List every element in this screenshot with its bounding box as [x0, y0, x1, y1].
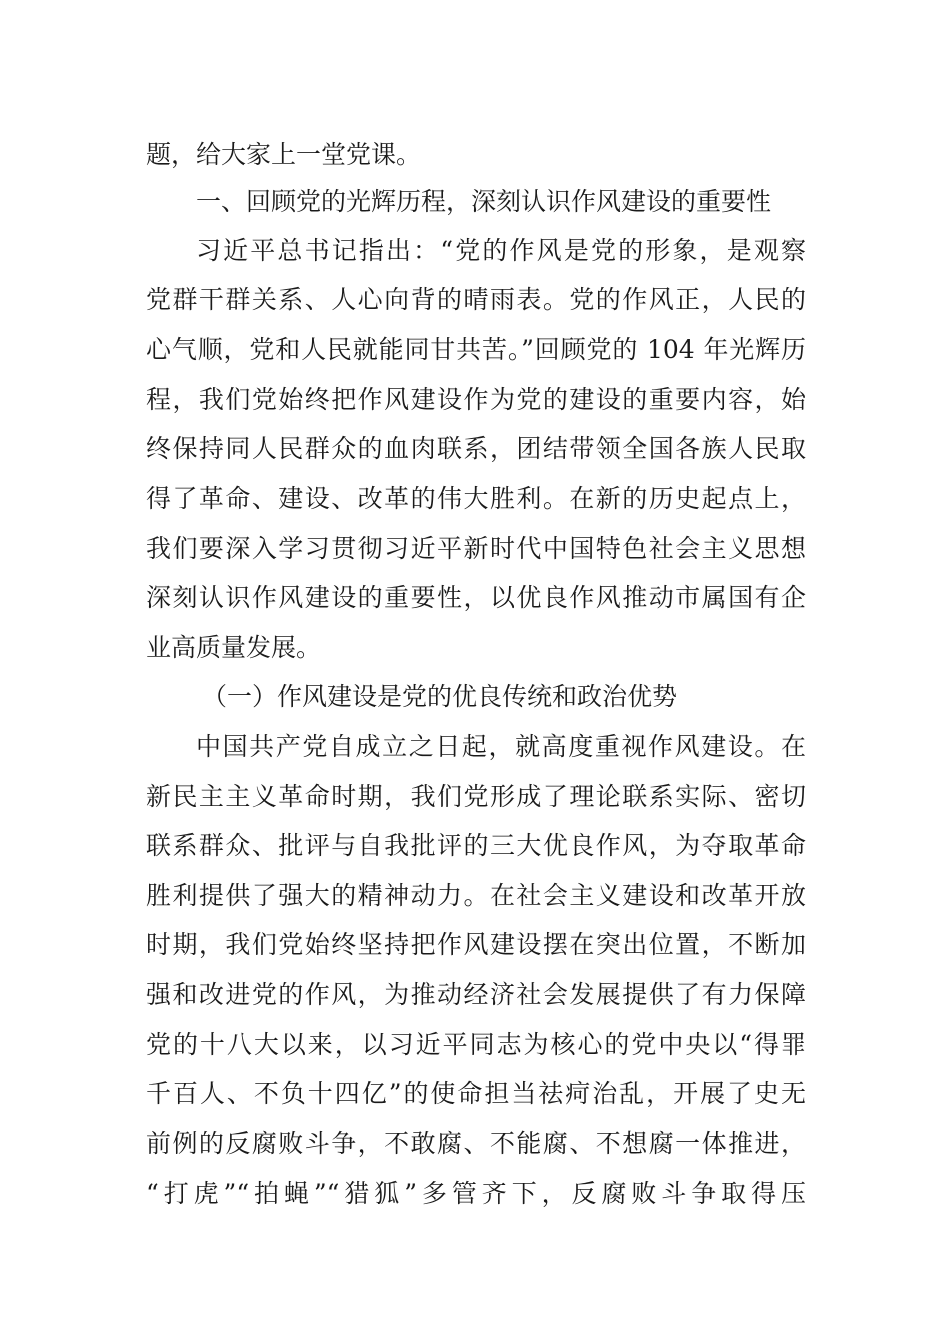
text-line-22: “打虎”“拍蝇”“猎狐”多管齐下，反腐败斗争取得压	[146, 1179, 806, 1208]
text-line-13: 中国共产党自成立之日起，就高度重视作风建设。在	[196, 732, 806, 761]
text-line-15: 联系群众、批评与自我批评的三大优良作风，为夺取革命	[146, 831, 806, 860]
text-line-7: 终保持同人民群众的血肉联系，团结带领全国各族人民取	[146, 434, 806, 463]
section-heading-1: 一、回顾党的光辉历程，深刻认识作风建设的重要性	[196, 187, 772, 216]
text-line-17: 时期，我们党始终坚持把作风建设摆在突出位置，不断加	[146, 930, 806, 959]
text-line-5: 心气顺，党和人民就能同甘共苦。”回顾党的 104 年光辉历	[146, 335, 806, 364]
text-line-9: 我们要深入学习贯彻习近平新时代中国特色社会主义思想	[146, 534, 806, 563]
text-line-20: 千百人、不负十四亿”的使命担当祛疴治乱，开展了史无	[146, 1079, 806, 1108]
text-line-1: 题，给大家上一堂党课。	[146, 140, 422, 169]
subsection-heading-1: （一）作风建设是党的优良传统和政治优势	[202, 682, 678, 711]
text-line-18: 强和改进党的作风，为推动经济社会发展提供了有力保障	[146, 980, 806, 1009]
text-line-21: 前例的反腐败斗争，不敢腐、不能腐、不想腐一体推进，	[146, 1129, 806, 1158]
text-line-14: 新民主主义革命时期，我们党形成了理论联系实际、密切	[146, 782, 806, 811]
text-line-16: 胜利提供了强大的精神动力。在社会主义建设和改革开放	[146, 881, 806, 910]
text-line-8: 得了革命、建设、改革的伟大胜利。在新的历史起点上，	[146, 484, 806, 513]
text-line-3: 习近平总书记指出：“党的作风是党的形象，是观察	[196, 236, 806, 265]
text-line-4: 党群干群关系、人心向背的晴雨表。党的作风正，人民的	[146, 285, 806, 314]
text-line-11: 业高质量发展。	[146, 633, 322, 662]
text-line-19: 党的十八大以来，以习近平同志为核心的党中央以“得罪	[146, 1030, 806, 1059]
text-line-6: 程，我们党始终把作风建设作为党的建设的重要内容，始	[146, 385, 806, 414]
text-line-10: 深刻认识作风建设的重要性，以优良作风推动市属国有企	[146, 583, 806, 612]
